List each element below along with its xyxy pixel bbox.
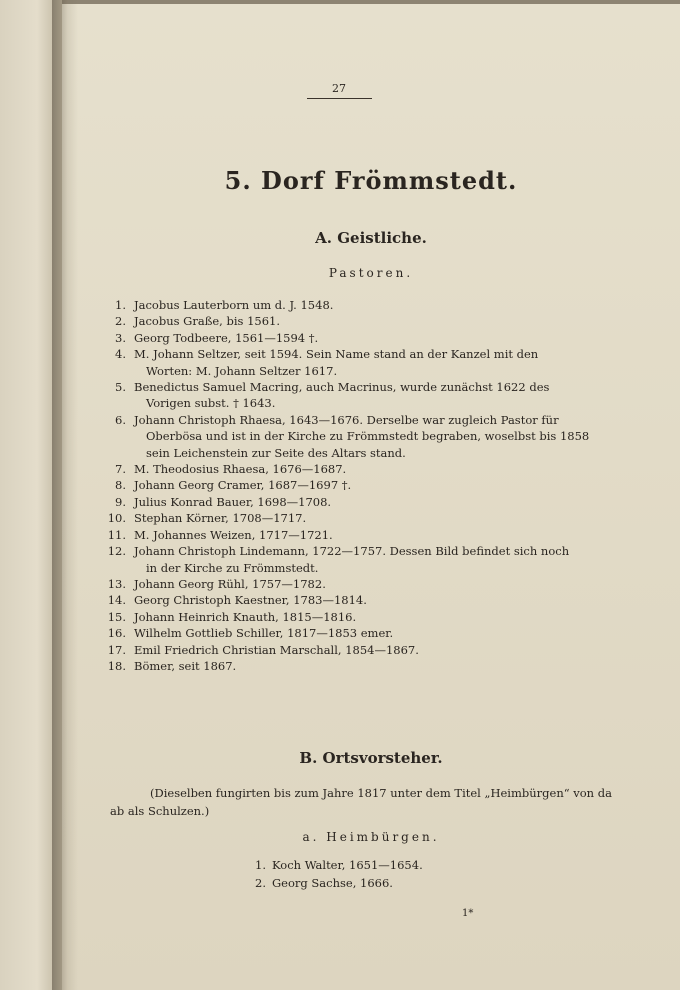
item-text: Georg Todbeere, 1561—1594 †. (134, 330, 319, 345)
list-item (242, 874, 423, 892)
item-number: 4. (115, 347, 126, 362)
list-item (102, 494, 632, 510)
list-item (102, 510, 632, 526)
item-text: Johann Christoph Lindemann, 1722—1757. Dessen Bild befindet sich noch (134, 544, 570, 559)
list-item (102, 297, 632, 313)
section-title: 5. Dorf Frömmstedt. (224, 166, 518, 195)
item-number: 10. (107, 511, 126, 526)
item-number: 17. (107, 642, 126, 657)
group-title-heimbuergen: a. Heimbürgen. (302, 830, 440, 844)
list-item (102, 461, 632, 477)
item-text: M. Johann Seltzer, seit 1594. Sein Name stand an der Kanzel mit den (134, 347, 539, 362)
book-gutter (52, 0, 78, 990)
list-item (102, 412, 632, 461)
item-continuation: Oberbösa und ist in der Kirche zu Frömmstedt begraben, woselbst bis 1858 sein Leichenstein zur Seite des Altars stand. (146, 429, 590, 460)
item-number: 2. (255, 876, 266, 890)
list-item (102, 625, 632, 641)
list-item (102, 592, 632, 608)
note-text: (Dieselben fungirten bis zum Jahre 1817 unter dem Titel „Heimbürgen“ von da ab als Schulzen.) (110, 786, 612, 818)
list-item (102, 543, 632, 576)
item-text: M. Johannes Weizen, 1717—1721. (134, 527, 333, 542)
item-text: Georg Christoph Kaestner, 1783—1814. (134, 593, 367, 608)
subsection-title-geistliche: A. Geistliche. (315, 229, 427, 247)
item-text: Koch Walter, 1651—1654. (272, 858, 423, 872)
item-text: Wilhelm Gottlieb Schiller, 1817—1853 emer. (134, 626, 394, 641)
item-number: 16. (107, 626, 126, 641)
item-number: 13. (107, 576, 126, 591)
item-text: Benedictus Samuel Macring, auch Macrinus, wurde zunächst 1622 des (134, 380, 550, 395)
item-text: M. Theodosius Rhaesa, 1676—1687. (134, 462, 347, 477)
signature-mark: 1* (462, 908, 474, 919)
list-item (102, 379, 632, 412)
list-item (102, 527, 632, 543)
pastor-list (102, 297, 632, 674)
list-item (102, 642, 632, 658)
item-continuation: in der Kirche zu Frömmstedt. (146, 560, 319, 575)
item-number: 6. (115, 412, 126, 427)
item-number: 3. (115, 330, 126, 345)
list-item (242, 856, 423, 874)
item-number: 12. (107, 544, 126, 559)
list-item (102, 346, 632, 379)
item-text: Johann Georg Cramer, 1687—1697 †. (134, 478, 352, 493)
item-number: 1. (255, 858, 266, 872)
page-number-rule (307, 98, 372, 99)
item-number: 15. (107, 609, 126, 624)
item-text: Bömer, seit 1867. (134, 658, 237, 673)
item-text: Julius Konrad Bauer, 1698—1708. (134, 494, 332, 509)
group-title-pastoren: Pastoren. (328, 266, 414, 280)
item-number: 9. (115, 494, 126, 509)
item-number: 14. (107, 593, 126, 608)
list-item (102, 609, 632, 625)
item-number: 18. (107, 658, 126, 673)
item-text: Emil Friedrich Christian Marschall, 1854—1867. (134, 642, 419, 657)
item-continuation: Worten: M. Johann Seltzer 1617. (146, 363, 338, 378)
list-item (102, 576, 632, 592)
item-continuation: Vorigen subst. † 1643. (146, 396, 276, 411)
item-number: 7. (115, 462, 126, 477)
list-item (102, 313, 632, 329)
item-text: Jacobus Lauterborn um d. J. 1548. (134, 298, 334, 312)
list-item (102, 658, 632, 674)
item-text: Stephan Körner, 1708—1717. (134, 511, 307, 526)
item-text: Georg Sachse, 1666. (272, 876, 393, 890)
item-number: 11. (107, 527, 126, 542)
page-number: 27 (332, 82, 346, 95)
item-text: Johann Georg Rühl, 1757—1782. (134, 576, 326, 591)
item-number: 5. (115, 380, 126, 395)
list-item (102, 330, 632, 346)
item-number: 2. (115, 314, 126, 329)
book-page (62, 4, 680, 990)
item-number: 8. (115, 478, 126, 493)
list-item (102, 477, 632, 493)
subsection-title-ortsvorsteher: B. Ortsvorsteher. (299, 749, 443, 767)
heimbuergen-list (242, 856, 423, 892)
item-text: Jacobus Graße, bis 1561. (134, 314, 281, 329)
item-text: Johann Heinrich Knauth, 1815—1816. (134, 609, 357, 624)
item-number: 1. (115, 298, 126, 312)
item-text: Johann Christoph Rhaesa, 1643—1676. Derselbe war zugleich Pastor für (134, 412, 559, 427)
